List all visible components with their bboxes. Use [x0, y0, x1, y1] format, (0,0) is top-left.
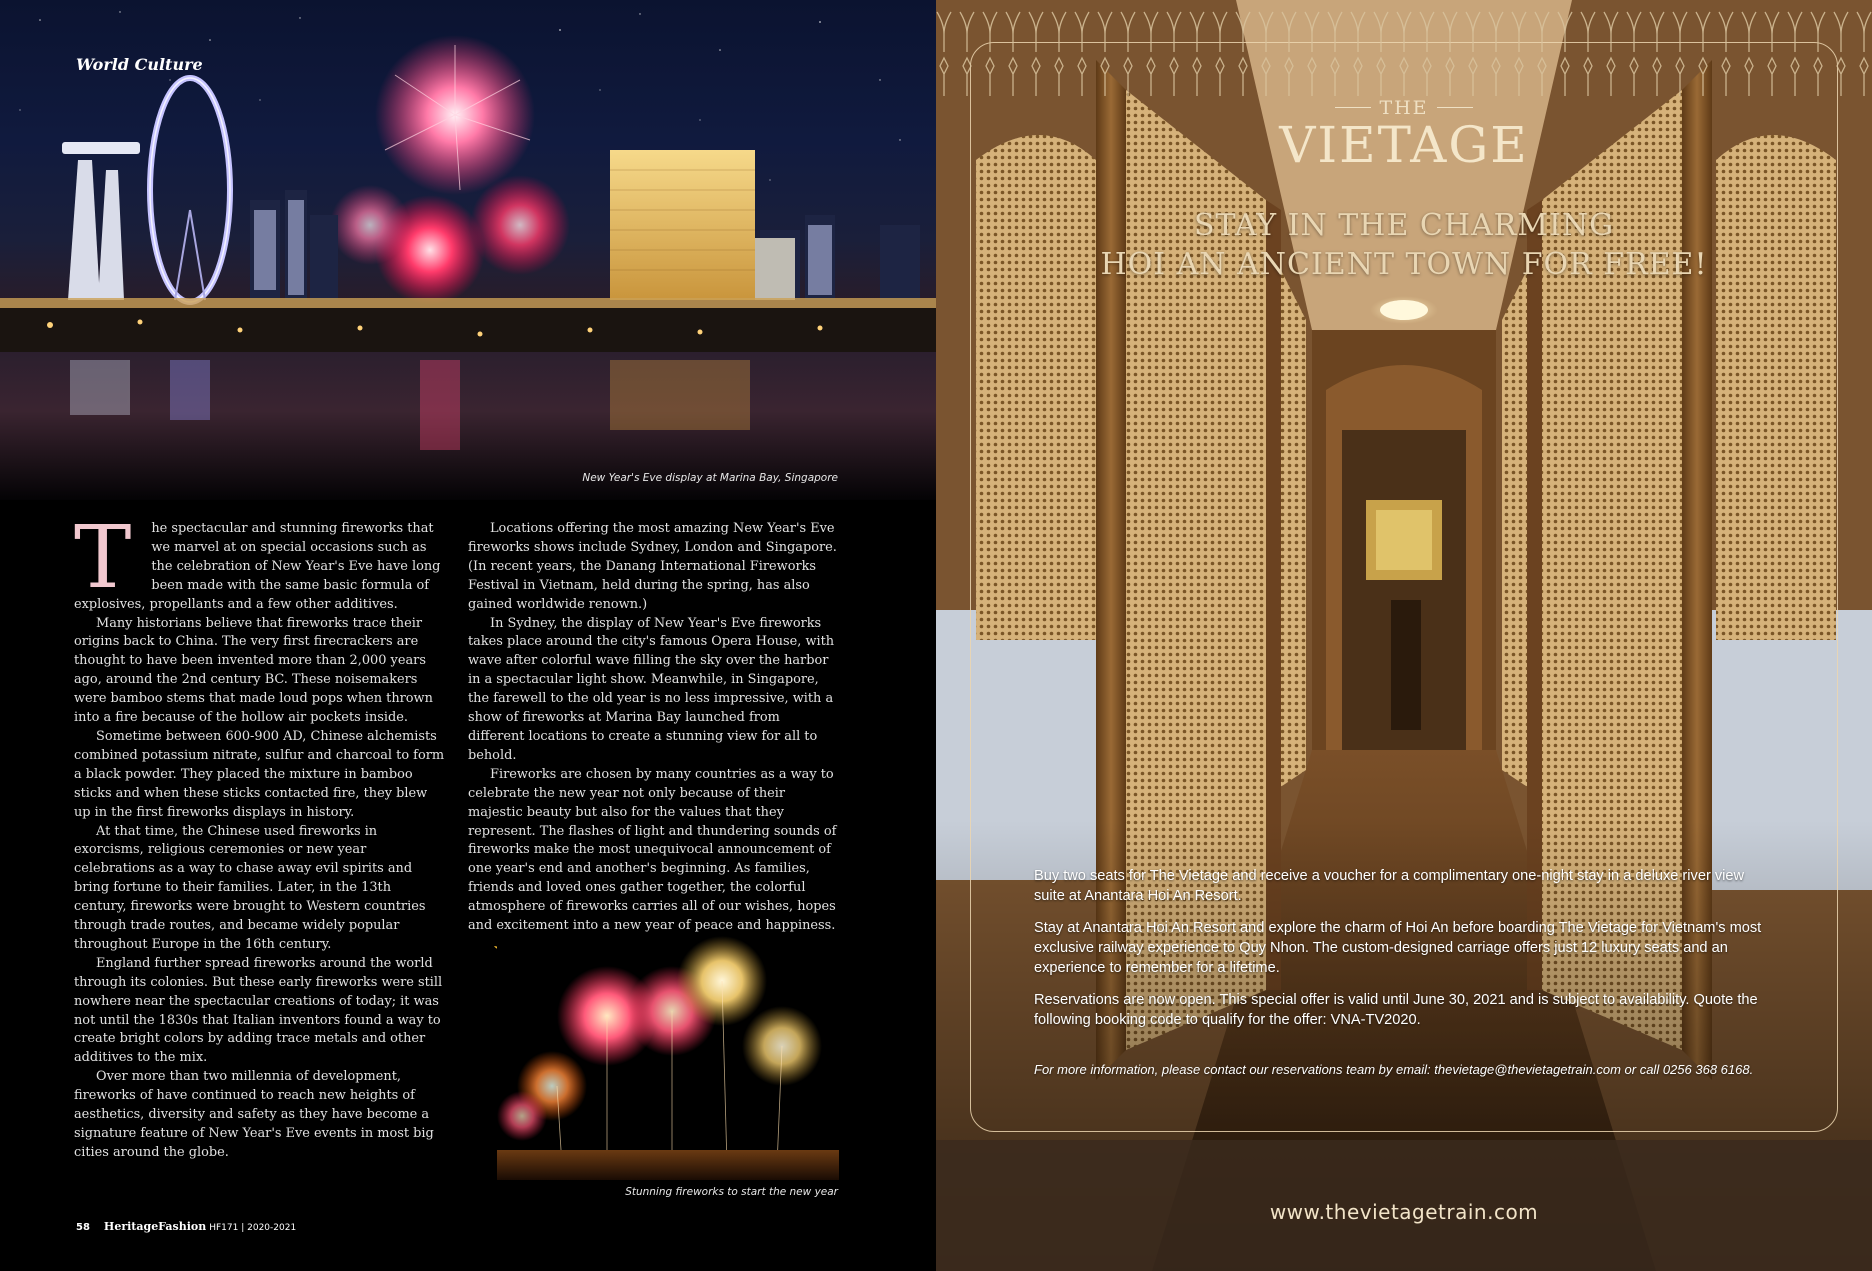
article-paragraph: T he spectacular and stunning fireworks that we marvel at on special occasions such as the celebration of New Year's Eve have long been made with the same basic formula of explosives, propellants and a few other additives.	[74, 508, 441, 612]
page-number: 58	[76, 1222, 90, 1233]
hero-illustration	[0, 0, 936, 500]
issue-info: HF171 | 2020-2021	[209, 1223, 297, 1233]
article-paragraph: Fireworks are chosen by many countries as a way to celebrate the new year not only because of their majestic beauty but also for the values that they represent. The flashes of light and thundering sounds of fireworks make the most unequivocal announcement of one year's end and another's beginning. As families, friends and loved ones gather together, the colorful atmosphere of fireworks carries all of our wishes, hopes and excitement into a new year of peace and happiness.	[468, 766, 838, 957]
magazine-name: HeritageFashion	[103, 1220, 207, 1233]
fireworks-photo-caption: Stunning fireworks to start the new year	[625, 1186, 838, 1198]
article-column-left	[74, 508, 446, 1163]
article-paragraph: England further spread fireworks around the world through its colonies. But these early fireworks were still nowhere near the spectacular creations of today; it was not until the 1830s that Italian inventors found a way to create bright colors by adding trace metals and other additives to the mix.	[74, 955, 443, 1066]
article-paragraph: At that time, the Chinese used fireworks in exorcisms, religious ceremonies or new year celebrations as a way to chase away evil spirits and bring fortune to their families. Later, in the 13th century, fireworks were brought to Western countries through trade routes, and became widely popular throughout Europe in the 16th century.	[74, 823, 426, 952]
fireworks-photo	[497, 936, 839, 1180]
brand-the: THE	[936, 97, 1872, 119]
article-paragraph: Locations offering the most amazing New Year's Eve fireworks shows include Sydney, London and Singapore. (In recent years, the Danang International Fireworks Festival in Vietnam, held during the spring, has also gained worldwide renown.)	[468, 521, 837, 612]
hero-caption: New Year's Eve display at Marina Bay, Singapore	[582, 472, 838, 484]
fireworks-illustration	[497, 936, 839, 1180]
article-paragraph: Over more than two millennia of development, fireworks of have continued to reach new heights of aesthetics, diversity and safety as they have become a signature feature of New Year's Eve events in most big cities around the globe.	[74, 1069, 434, 1160]
article-paragraph: In Sydney, the display of New Year's Eve fireworks takes place around the city's famous Opera House, with wave after colorful wave filling the sky over the harbor in a spectacular light show. Meanwhile, in Singapore, the farewell to the old year is no less impressive, with a show of fireworks at Marina Bay launched from different locations to create a stunning view for all to behold.	[468, 615, 835, 763]
ad-paragraph-offer: Buy two seats for The Vietage and receive a voucher for a complimentary one-night stay in a deluxe river view suite at Anantara Hoi An Resort.	[1034, 868, 1745, 904]
ad-headline-line2: HOI AN ANCIENT TOWN FOR FREE!	[1100, 247, 1708, 282]
ad-paragraph-reservations: Reservations are now open. This special offer is valid until June 30, 2021 and is subject to availability. Quote the following booking code to qualify for the offer: VNA-TV2020.	[1034, 992, 1758, 1028]
ad-paragraph-experience: Stay at Anantara Hoi An Resort and explore the charm of Hoi An before boarding The Vietage for Vietnam's most exclusive railway experience to Quy Nhon. The custom-designed carriage offers just 12 luxury seats and an experience to remember for a lifetime.	[1034, 920, 1762, 976]
right-page-advertisement	[936, 0, 1872, 1271]
section-label: World Culture	[76, 55, 203, 74]
page-footer	[76, 1220, 296, 1233]
article-column-right	[468, 520, 838, 957]
ad-contact-info: For more information, please contact our reservations team by email: thevietage@thevietagetrain.com or call 0256 368 6168.	[1034, 1062, 1754, 1077]
ad-headline-line1: STAY IN THE CHARMING	[1193, 208, 1615, 243]
dropcap: T	[74, 508, 132, 608]
article-paragraph: Many historians believe that fireworks trace their origins back to China. The very first firecrackers are thought to have been invented more than 2,000 years ago, around the 2nd century BC. These noisemakers were bamboo stems that made loud pops when thrown into a fire because of the hollow air pockets inside.	[74, 615, 433, 726]
article-paragraph: Sometime between 600-900 AD, Chinese alchemists combined potassium nitrate, sulfur and charcoal to form a black powder. They placed the mixture in bamboo sticks and when these sticks contacted fire, they blew up in the first fireworks displays in history.	[74, 728, 445, 820]
website-url[interactable]: www.thevietagetrain.com	[1269, 1200, 1539, 1224]
hero-photo-marina-bay	[0, 0, 936, 500]
brand-logo-vietage: VIETAGE	[1279, 116, 1529, 174]
decorative-pattern-band	[936, 0, 1872, 131]
